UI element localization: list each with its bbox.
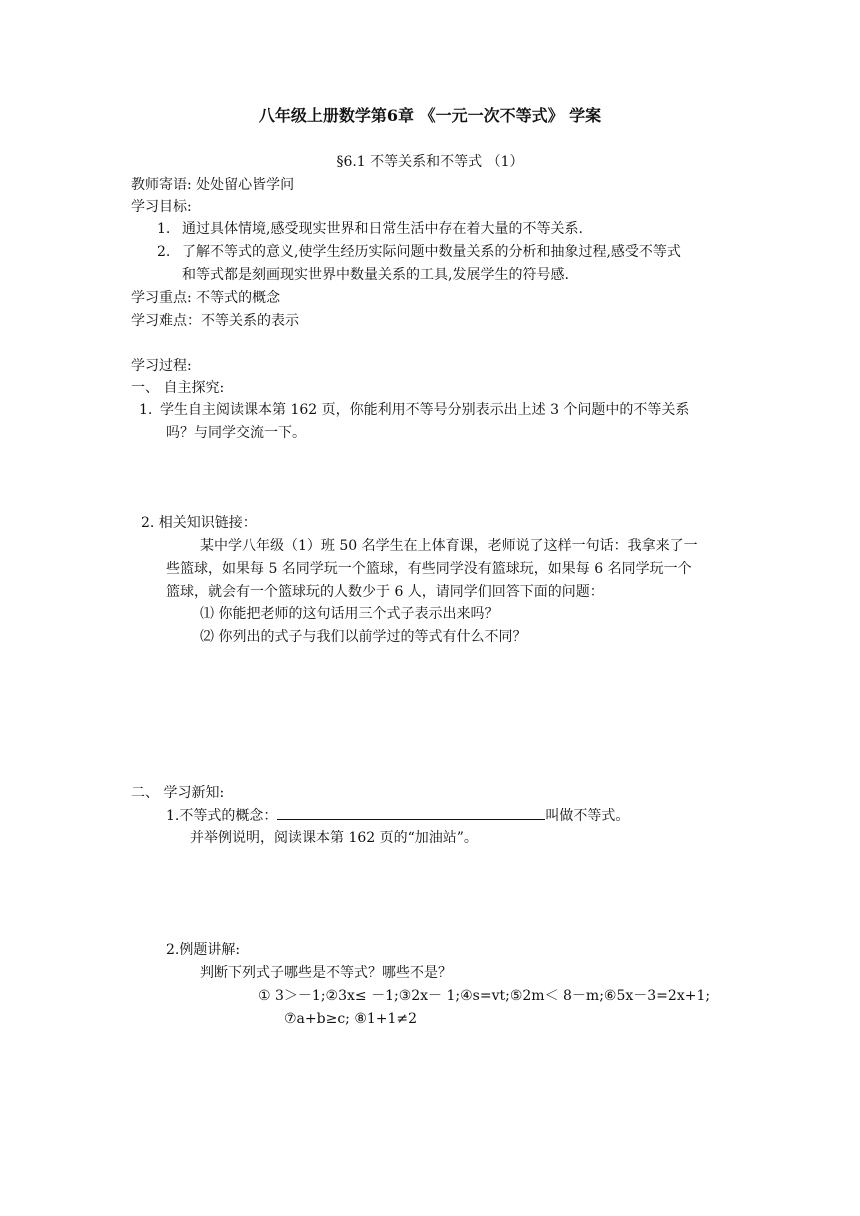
concept-prefix: 1.不等式的概念： [166,808,278,824]
process-label: 学习过程: [131,358,192,374]
expressions-line-2: ⑦a+b≥c; ⑧1+1≠2 [284,1011,418,1027]
q2-line-2: 些篮球，如果每 5 名同学玩一个篮球，有些同学没有篮球玩，如果每 6 名同学玩一个 [166,561,692,577]
concept-line [166,805,629,826]
concept-blank[interactable] [277,805,545,820]
q2-line-1: 某中学八年级（1）班 50 名学生在上体育课，老师说了这样一句话：我拿来了一 [200,538,698,554]
example-heading: 2.例题讲解: [166,942,241,958]
q2-line-3: 篮球，就会有一个篮球玩的人数少于 6 人，请同学们回答下面的问题： [166,584,604,600]
section2-heading: 二、 学习新知: [131,785,225,801]
section1-heading: 一、 自主探究: [131,380,225,396]
objective-2-text: 了解不等式的意义,使学生经历实际问题中数量关系的分析和抽象过程,感受不等式 [182,244,681,260]
objectives-label: 学习目标: [131,199,192,215]
q2-sub-1: ⑴ 你能把老师的这句话用三个式子表示出来吗？ [200,606,499,622]
objective-2-num: 2. [157,244,171,260]
q1-cont: 吗？与同学交流一下。 [166,425,306,441]
key-point: 学习重点: 不等式的概念 [131,290,281,306]
page-title: 八年级上册数学第6章 《一元一次不等式》 学案 [258,106,602,125]
objective-1-text: 通过具体情境,感受现实世界和日常生活中存在着大量的不等关系. [182,221,583,237]
example-prompt: 判断下列式子哪些是不等式？哪些不是？ [200,965,452,981]
objective-1-num: 1. [157,221,171,237]
concept-suffix: 叫做不等式。 [545,808,630,824]
concept-note: 并举例说明，阅读课本第 162 页的“加油站”。 [190,830,478,846]
q1-num: 1. [139,402,153,418]
expressions-line-1: ① 3＞－1;②3x≤ －1;③2x－ 1;④s=vt;⑤2m＜ 8－m;⑥5x－3=2x+1; [258,988,711,1004]
section-subtitle: §6.1 不等关系和不等式 （1） [336,154,524,170]
q1-text: 学生自主阅读课本第 162 页，你能利用不等号分别表示出上述 3 个问题中的不等关系 [160,402,690,418]
objective-2-cont: 和等式都是刻画现实世界中数量关系的工具,发展学生的符号感. [182,267,569,283]
q2-heading: 2. 相关知识链接： [141,515,257,531]
teacher-message: 教师寄语: 处处留心皆学问 [131,177,295,193]
q2-sub-2: ⑵ 你列出的式子与我们以前学过的等式有什么不同？ [200,629,527,645]
difficulty: 学习难点：不等关系的表示 [131,313,299,329]
